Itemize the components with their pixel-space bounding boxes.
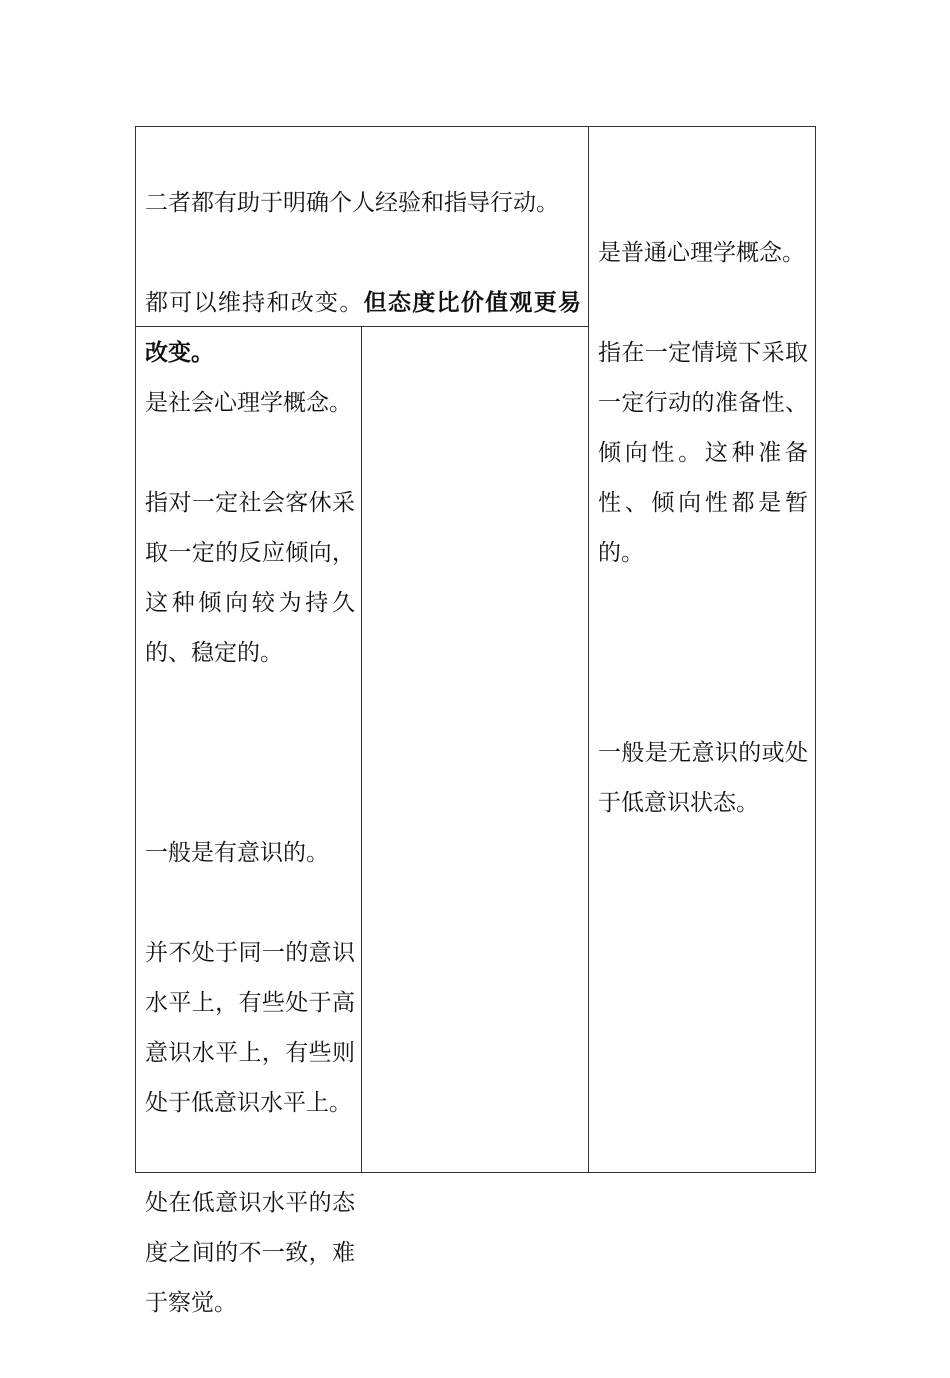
attitude-levels: 并不处于同一的意识水平上，有些处于高意识水平上，有些则处于低意识水平上。 [145, 940, 355, 1116]
table-cell-attitude [145, 328, 355, 1378]
table-border-top [135, 126, 816, 127]
table-cell-empty [372, 328, 580, 1168]
attitude-concept: 是社会心理学概念。 [145, 390, 352, 416]
table-divider-right-column [588, 126, 589, 1173]
blank-line [598, 628, 808, 678]
attitude-consciousness: 一般是有意识的。 [145, 840, 329, 866]
table-border-left [135, 126, 136, 1173]
shared-traits-text: 二者都有助于明确个人经验和指导行动。 [145, 190, 559, 216]
attitude-definition: 指对一定社会客休采取一定的反应倾向，这种倾向较为持久的、稳定的。 [145, 490, 355, 666]
table-border-right [815, 126, 816, 1173]
readiness-concept: 是普通心理学概念。 [598, 240, 805, 266]
blank-line [145, 728, 355, 778]
table-cell-readiness [598, 178, 808, 878]
attitude-inconsistency: 处在低意识水平的态度之间的不一致，难于察觉。 [145, 1190, 355, 1316]
change-text-normal: 都可以维持和改变。 [145, 290, 364, 316]
change-text-bold: 但态度比价值观更易改变。 [145, 290, 582, 366]
table-divider-left-column [361, 326, 362, 1173]
readiness-consciousness: 一般是无意识的或处于低意识状态。 [598, 740, 808, 816]
readiness-definition: 指在一定情境下采取一定行动的准备性、倾向性。这种准备性、倾向性都是暂的。 [598, 340, 808, 566]
